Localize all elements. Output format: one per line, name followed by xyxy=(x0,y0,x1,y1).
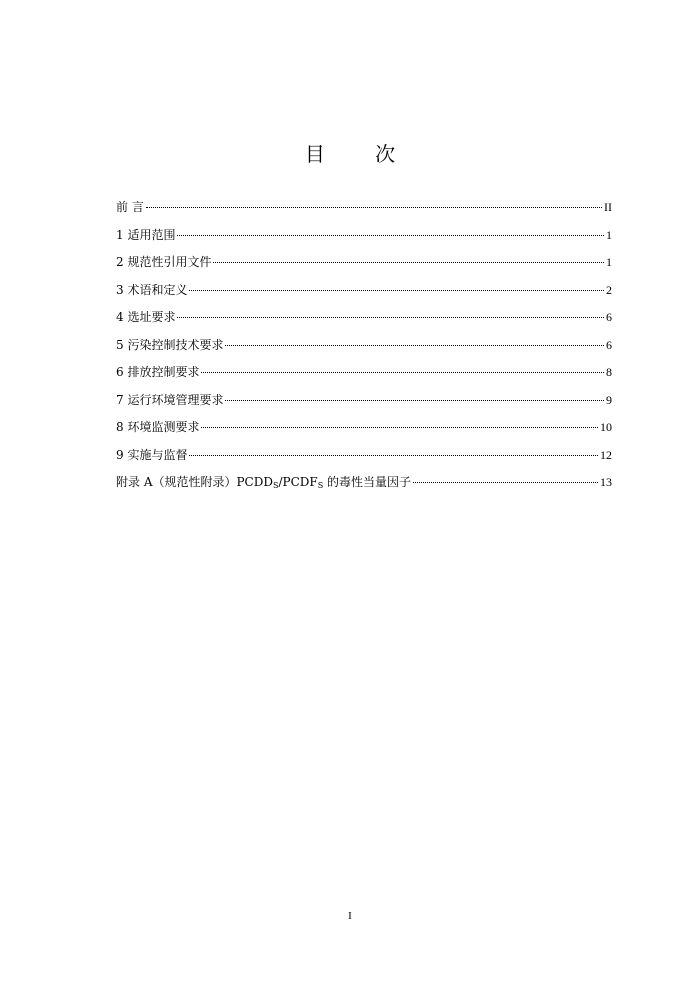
appendix-label-start: 附录 A（规范性附录）PCDD xyxy=(116,475,273,489)
toc-entry-foreword[interactable] xyxy=(116,199,612,227)
toc-entry-label: 2 规范性引用文件 xyxy=(116,255,212,269)
toc-entry-page: 6 xyxy=(606,337,612,352)
toc-entry-page: 1 xyxy=(606,255,612,269)
toc-entry-page: 2 xyxy=(606,282,612,297)
toc-entry-label: 4 选址要求 xyxy=(116,310,176,324)
toc-dot-leader xyxy=(189,290,604,291)
toc-entry-page: 9 xyxy=(606,392,612,407)
toc-entry-6[interactable] xyxy=(116,364,612,392)
toc-entry-4[interactable] xyxy=(116,309,612,337)
toc-dot-leader xyxy=(201,372,604,373)
toc-entry-page: 10 xyxy=(600,420,612,434)
toc-entry-label: 9 实施与监督 xyxy=(116,447,188,462)
toc-dot-leader xyxy=(146,207,602,208)
toc-dot-leader xyxy=(225,400,604,401)
toc-dot-leader xyxy=(201,427,598,428)
toc-entry-label: 8 环境监测要求 xyxy=(116,420,200,434)
subscript-s: S xyxy=(272,481,279,490)
page-title: 目 次 xyxy=(304,142,418,166)
toc-dot-leader xyxy=(177,317,604,318)
toc-entry-page: 6 xyxy=(606,310,612,324)
toc-entry-label: 3 术语和定义 xyxy=(116,282,188,297)
toc-entry-9[interactable] xyxy=(116,447,612,475)
toc-entry-8[interactable] xyxy=(116,419,612,447)
toc-entry-label: 1 适用范围 xyxy=(116,227,176,242)
toc-entry-page: 13 xyxy=(600,475,612,489)
toc-entry-page: II xyxy=(604,200,612,214)
toc-entry-page: 1 xyxy=(606,227,612,242)
toc-dot-leader xyxy=(189,455,598,456)
toc-dot-leader xyxy=(413,482,598,483)
toc-entry-5[interactable] xyxy=(116,337,612,365)
toc-entry-1[interactable] xyxy=(116,227,612,255)
toc-entry-label: 6 排放控制要求 xyxy=(116,365,200,379)
toc-entry-page: 12 xyxy=(600,447,612,462)
toc-entry-label: 7 运行环境管理要求 xyxy=(116,392,224,407)
toc-entry-label: 前 言 xyxy=(116,200,144,214)
toc-entry-3[interactable] xyxy=(116,282,612,310)
appendix-label-middle: /PCDF xyxy=(278,475,318,489)
appendix-label-end: 的毒性当量因子 xyxy=(323,475,412,489)
subscript-s: S xyxy=(317,481,324,490)
toc-entry-appendix-a[interactable] xyxy=(116,474,612,502)
toc-entry-label xyxy=(116,474,411,494)
toc-dot-leader xyxy=(225,345,604,346)
toc-entry-7[interactable] xyxy=(116,392,612,420)
table-of-contents xyxy=(116,199,612,502)
toc-entry-page: 8 xyxy=(606,365,612,379)
toc-entry-2[interactable] xyxy=(116,254,612,282)
toc-dot-leader xyxy=(177,235,604,236)
toc-dot-leader xyxy=(213,262,604,263)
page-number: I xyxy=(348,910,352,922)
toc-entry-label: 5 污染控制技术要求 xyxy=(116,337,224,352)
